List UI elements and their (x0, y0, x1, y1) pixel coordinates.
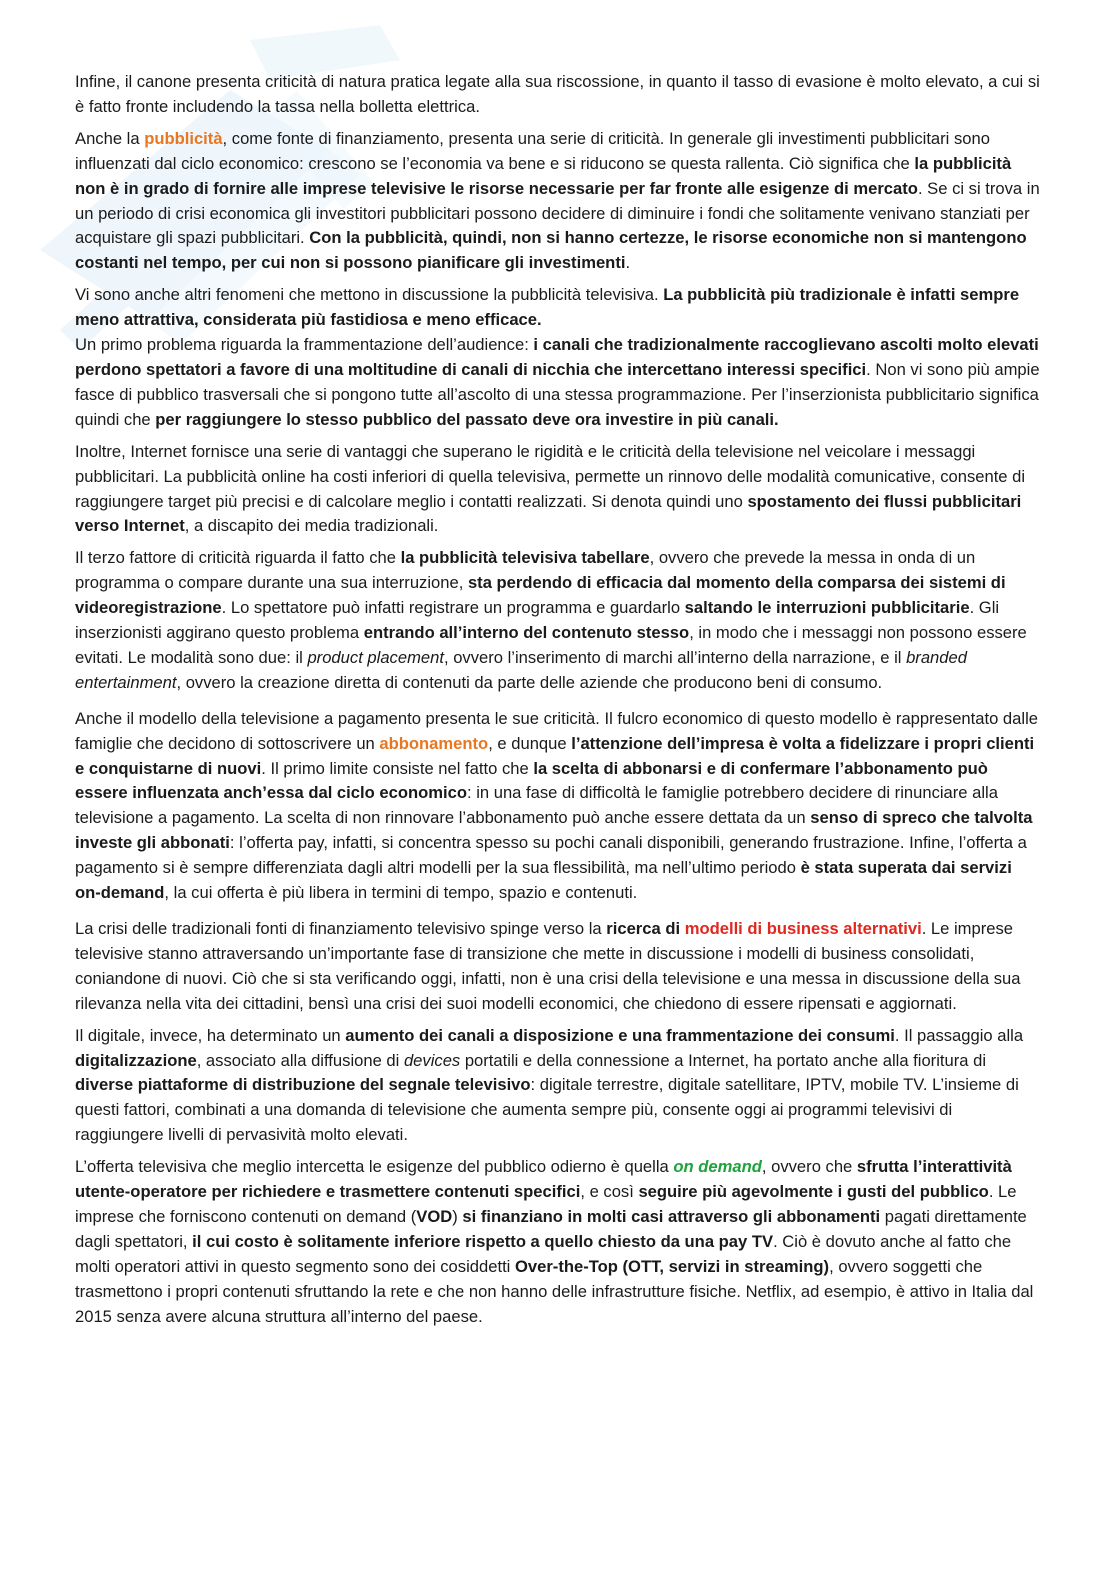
text-highlight-green: on demand (673, 1157, 762, 1177)
text-bold: digitalizzazione (75, 1050, 197, 1070)
text-run: Infine, il canone presenta criticità di natura pratica legate alla sua riscossione, in quanto il tasso di evasione è molto elevato, a cui si è fatto fronte includendo la tassa nella bolletta elettrica. (75, 72, 1040, 116)
text-run: Il terzo fattore di criticità riguarda il fatto che (75, 548, 401, 568)
text-run: . Se ci si trova in un periodo di crisi economica gli investitori pubblicitari possono decidere di diminuire i fondi che solitamente venivano stanziati per acquistare gli spazi pubblicitari. (75, 178, 1040, 248)
paragraph (75, 707, 1040, 906)
paragraph (75, 333, 1040, 433)
text-run: Inoltre, Internet fornisce una serie di vantaggi che superano le rigidità e le criticità della televisione nel veicolare i messaggi pubblicitari. La pubblicità online ha costi inferiori di quella televisiva, permette un rinnovo delle modalità comunicative, consente di raggiungere target più precisi e di calcolare meglio i contatti realizzati. Si denota quindi uno (75, 441, 1026, 511)
text-italic: devices (403, 1050, 461, 1070)
text-bold: l’attenzione dell’impresa è volta a fidelizzare i propri clienti e conquistarne di nuovi (75, 733, 1035, 778)
text-run: , ovvero la creazione diretta di contenuti da parte delle aziende che producono beni di consumo. (176, 672, 883, 692)
text-run: Il digitale, invece, ha determinato un (75, 1025, 346, 1045)
paragraph (75, 917, 1040, 1017)
text-run: Anche la (75, 128, 145, 148)
text-highlight-orange: pubblicità (144, 128, 223, 148)
text-bold: la pubblicità non è in grado di fornire alle imprese televisive le risorse necessarie per far fronte alle esigenze di mercato (75, 153, 1012, 198)
text-bold: aumento dei canali a disposizione e una frammentazione dei consumi (345, 1025, 895, 1045)
paragraph (75, 546, 1040, 695)
text-run: , come fonte di finanziamento, presenta una serie di criticità. In generale gli investimenti pubblicitari sono influenzati dal ciclo economico: crescono se l’economia va bene e si riducono se questa rallenta. Ciò significa che (75, 128, 990, 173)
text-run: . (625, 253, 631, 273)
text-run: Vi sono anche altri fenomeni che mettono in discussione la pubblicità televisiva. (75, 285, 664, 305)
text-run: , ovvero che prevede la messa in onda di un programma o compare durante una sua interruzione, (75, 548, 976, 593)
text-bold: senso di spreco che talvolta investe gli abbonati (75, 808, 1033, 853)
text-bold: sfrutta l’interattività utente-operatore per richiedere e trasmettere contenuti specifici (75, 1157, 1012, 1202)
text-run: . Il passaggio alla (894, 1025, 1024, 1045)
text-highlight-red: modelli di business alternativi (684, 919, 922, 938)
text-highlight-orange: abbonamento (379, 733, 489, 753)
text-run: . Il primo limite consiste nel fatto che (261, 758, 534, 778)
text-bold: seguire più agevolmente i gusti del pubblico (638, 1182, 989, 1202)
text-bold: si finanziano in molti casi attraverso gli abbonamenti (462, 1206, 881, 1226)
text-run: , in modo che i messaggi non possono essere evitati. Le modalità sono due: il (75, 623, 1027, 667)
text-bold: il cui costo è solitamente inferiore rispetto a quello chiesto da una pay TV (192, 1231, 774, 1251)
document-body (75, 70, 1040, 1337)
text-bold: la pubblicità televisiva tabellare (400, 548, 650, 568)
text-bold: la scelta di abbonarsi e di confermare l’abbonamento può essere influenzata anch’essa dal ciclo economico (75, 758, 988, 803)
text-bold: La pubblicità più tradizionale è infatti sempre meno attrattiva, considerata più fastidiosa e meno efficace. (75, 285, 1020, 330)
text-run: . Le imprese che forniscono contenuti on demand ( (75, 1182, 1017, 1226)
text-run: . Lo spettatore può infatti registrare un programma e guardarlo (221, 598, 685, 618)
text-run: , ovvero che (761, 1157, 857, 1177)
text-run: , e così (580, 1182, 639, 1202)
text-bold: Over-the-Top (OTT, servizi in streaming) (514, 1256, 830, 1276)
text-run: , ovvero l’inserimento di marchi all’interno della narrazione, e il (443, 647, 907, 667)
text-run: L’offerta televisiva che meglio intercetta le esigenze del pubblico odierno è quella (75, 1157, 674, 1177)
text-bold: saltando le interruzioni pubblicitarie (684, 598, 970, 618)
text-bold: entrando all’interno del contenuto stesso (363, 623, 690, 643)
text-bold: è stata superata dai servizi on-demand (75, 858, 1012, 903)
text-italic: branded entertainment (75, 647, 967, 692)
text-run: . Gli inserzionisti aggirano questo problema (75, 598, 1000, 643)
text-bold: i canali che tradizionalmente raccoglievano ascolti molto elevati perdono spettatori a favore di una moltitudine di canali di nicchia che intercettano interessi specifici (75, 335, 1039, 379)
text-run: . Ciò è dovuto anche al fatto che molti operatori attivi in questo segmento sono dei cosiddetti (75, 1231, 1012, 1276)
paragraph (75, 283, 1040, 333)
text-run: La crisi delle tradizionali fonti di finanziamento televisivo spinge verso la (75, 919, 607, 938)
text-run: portatili e della connessione a Internet, ha portato anche alla fioritura di (460, 1050, 987, 1070)
text-bold: sta perdendo di efficacia dal momento della comparsa dei sistemi di videoregistrazione (75, 573, 1006, 618)
text-run: : l’offerta pay, infatti, si concentra spesso su pochi canali disponibili, generando frustrazione. Infine, l’offerta a pagamento si è sempre differenziata dagli altri modelli per la sua flessibilità, ma nell’ultimo periodo (75, 833, 1027, 878)
text-bold: diverse piattaforme di distribuzione del segnale televisivo (75, 1075, 531, 1095)
text-run: : in una fase di difficoltà le famiglie potrebbero decidere di rinunciare alla televisione a pagamento. La scelta di non rinnovare l’abbonamento può anche essere dettata da un (75, 783, 998, 828)
paragraph (75, 127, 1040, 276)
text-run: , a discapito dei media tradizionali. (184, 516, 439, 536)
text-run: . Non vi sono più ampie fasce di pubblico trasversali che si pongono tutte all’ascolto di una stessa programmazione. Per l’inserzionista pubblicitario significa quindi che (75, 359, 1040, 429)
text-run: , associato alla diffusione di (196, 1050, 404, 1070)
text-run: . Le imprese televisive stanno attraversando un’importante fase di transizione che mette in discussione i modelli di business consolidati, coniandone di nuovi. Ciò che si sta verificando oggi, infatti, non è una crisi della televisione e una messa in discussione della sua rilevanza nella vita dei cittadini, bensì una crisi dei suoi modelli economici, che chiedono di essere ripensati e aggiornati. (75, 919, 1021, 1013)
text-bold: per raggiungere lo stesso pubblico del passato deve ora investire in più canali. (155, 409, 779, 429)
paragraph (75, 70, 1040, 120)
text-run: Un primo problema riguarda la frammentazione dell’audience: (75, 335, 534, 355)
text-bold: ricerca di (606, 919, 685, 938)
text-run: pagati direttamente dagli spettatori, (75, 1206, 1027, 1251)
paragraph (75, 440, 1040, 540)
text-run: Anche il modello della televisione a pagamento presenta le sue criticità. Il fulcro economico di questo modello è rappresentato dalle famiglie che decidono di sottoscrivere un (75, 708, 1038, 753)
text-run: , e dunque (488, 733, 572, 753)
text-bold: spostamento dei flussi pubblicitari verso Internet (75, 491, 1022, 536)
text-italic: product placement (307, 647, 444, 667)
text-run: ) (452, 1206, 463, 1226)
text-bold: VOD (416, 1206, 453, 1226)
text-run: : digitale terrestre, digitale satellitare, IPTV, mobile TV. L’insieme di questi fattori, combinati a una domanda di televisione che aumenta sempre più, consente oggi ai programmi televisivi di raggiungere livelli di pervasività molto elevati. (75, 1075, 1019, 1145)
text-bold: Con la pubblicità, quindi, non si hanno certezze, le risorse economiche non si mantengono costanti nel tempo, per cui non si possono pianificare gli investimenti (75, 228, 1027, 273)
text-run: , la cui offerta è più libera in termini di tempo, spazio e contenuti. (164, 883, 638, 903)
paragraph (75, 1155, 1040, 1329)
text-run: , ovvero soggetti che trasmettono i propri contenuti sfruttando la rete e che non hanno delle infrastrutture fisiche. Netflix, ad esempio, è attivo in Italia dal 2015 senza avere alcuna struttura all’interno del paese. (75, 1256, 1034, 1326)
paragraph (75, 1024, 1040, 1149)
